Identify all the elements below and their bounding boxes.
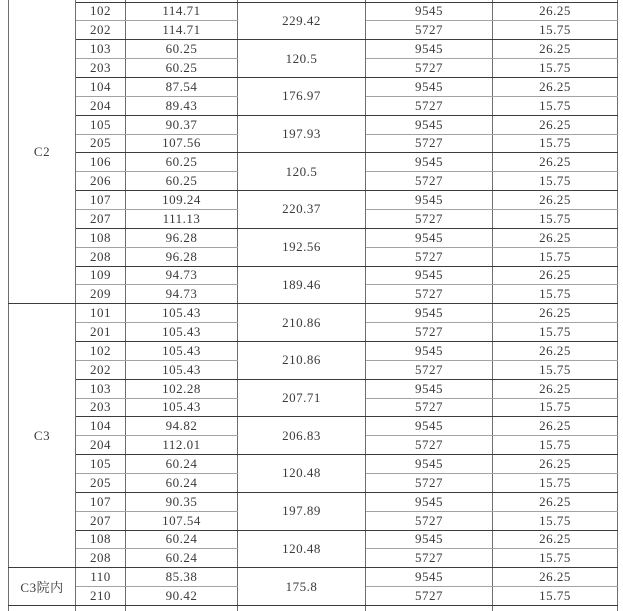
value1-cell: 5727 bbox=[366, 247, 493, 266]
room-cell: 209 bbox=[76, 285, 126, 304]
area-cell: 89.43 bbox=[126, 96, 238, 115]
value1-cell: 9545 bbox=[366, 379, 493, 398]
cut-cell bbox=[126, 606, 238, 611]
value1-cell: 9545 bbox=[366, 40, 493, 59]
pair-total-cell: 189.46 bbox=[238, 266, 366, 304]
value2-cell: 15.75 bbox=[493, 360, 618, 379]
value1-cell: 5727 bbox=[366, 323, 493, 342]
area-cell: 60.24 bbox=[126, 530, 238, 549]
value2-cell: 15.75 bbox=[493, 21, 618, 40]
room-cell: 206 bbox=[76, 172, 126, 191]
area-cell: 114.71 bbox=[126, 21, 238, 40]
value2-cell: 15.75 bbox=[493, 247, 618, 266]
value1-cell: 9545 bbox=[366, 568, 493, 587]
table-row bbox=[9, 455, 618, 474]
room-cell: 106 bbox=[76, 153, 126, 172]
pair-total-cell: 197.93 bbox=[238, 115, 366, 153]
value1-cell: 5727 bbox=[366, 360, 493, 379]
area-cell: 94.73 bbox=[126, 285, 238, 304]
area-cell: 90.37 bbox=[126, 115, 238, 134]
value2-cell: 15.75 bbox=[493, 511, 618, 530]
value2-cell: 26.25 bbox=[493, 40, 618, 59]
value2-cell: 15.75 bbox=[493, 587, 618, 606]
room-cell: 201 bbox=[76, 323, 126, 342]
area-cell: 90.42 bbox=[126, 587, 238, 606]
area-cell: 60.24 bbox=[126, 473, 238, 492]
value2-cell: 26.25 bbox=[493, 379, 618, 398]
room-cell: 210 bbox=[76, 587, 126, 606]
value1-cell: 5727 bbox=[366, 511, 493, 530]
area-cell: 107.54 bbox=[126, 511, 238, 530]
room-cell: 205 bbox=[76, 134, 126, 153]
area-cell: 60.24 bbox=[126, 549, 238, 568]
table-row bbox=[9, 77, 618, 96]
value2-cell: 15.75 bbox=[493, 209, 618, 228]
value1-cell: 5727 bbox=[366, 209, 493, 228]
area-cell: 87.54 bbox=[126, 77, 238, 96]
area-cell: 96.28 bbox=[126, 247, 238, 266]
value1-cell: 5727 bbox=[366, 549, 493, 568]
area-cell: 105.43 bbox=[126, 341, 238, 360]
area-cell: 60.25 bbox=[126, 40, 238, 59]
value1-cell: 9545 bbox=[366, 417, 493, 436]
pair-total-cell: 210.86 bbox=[238, 304, 366, 342]
value1-cell: 9545 bbox=[366, 77, 493, 96]
data-table bbox=[8, 0, 618, 611]
value1-cell: 5727 bbox=[366, 398, 493, 417]
area-cell: 111.13 bbox=[126, 209, 238, 228]
pair-total-cell: 197.89 bbox=[238, 492, 366, 530]
pair-total-cell: 120.5 bbox=[238, 153, 366, 191]
area-cell: 60.24 bbox=[126, 455, 238, 474]
room-cell: 203 bbox=[76, 398, 126, 417]
room-cell: 104 bbox=[76, 77, 126, 96]
table-row bbox=[9, 2, 618, 21]
table-row bbox=[9, 568, 618, 587]
table-row bbox=[9, 417, 618, 436]
room-cell: 102 bbox=[76, 341, 126, 360]
cut-cell bbox=[238, 606, 366, 611]
room-cell: 105 bbox=[76, 455, 126, 474]
room-cell: 205 bbox=[76, 473, 126, 492]
area-cell: 107.56 bbox=[126, 134, 238, 153]
table-row bbox=[9, 40, 618, 59]
value2-cell: 26.25 bbox=[493, 568, 618, 587]
value1-cell: 9545 bbox=[366, 266, 493, 285]
pair-total-cell: 207.71 bbox=[238, 379, 366, 417]
value2-cell: 26.25 bbox=[493, 228, 618, 247]
value2-cell: 15.75 bbox=[493, 134, 618, 153]
room-cell: 104 bbox=[76, 417, 126, 436]
area-cell: 94.82 bbox=[126, 417, 238, 436]
area-cell: 94.73 bbox=[126, 266, 238, 285]
value2-cell: 15.75 bbox=[493, 323, 618, 342]
value2-cell: 15.75 bbox=[493, 549, 618, 568]
value1-cell: 9545 bbox=[366, 153, 493, 172]
value2-cell: 26.25 bbox=[493, 492, 618, 511]
value2-cell: 15.75 bbox=[493, 473, 618, 492]
value2-cell: 26.25 bbox=[493, 455, 618, 474]
table-row bbox=[9, 341, 618, 360]
value1-cell: 9545 bbox=[366, 115, 493, 134]
value1-cell: 5727 bbox=[366, 172, 493, 191]
area-cell: 60.25 bbox=[126, 172, 238, 191]
value1-cell: 9545 bbox=[366, 530, 493, 549]
cut-cell bbox=[76, 606, 126, 611]
pair-total-cell: 210.86 bbox=[238, 341, 366, 379]
value2-cell: 26.25 bbox=[493, 115, 618, 134]
room-cell: 102 bbox=[76, 2, 126, 21]
pair-total-cell: 192.56 bbox=[238, 228, 366, 266]
room-cell: 103 bbox=[76, 379, 126, 398]
value2-cell: 15.75 bbox=[493, 436, 618, 455]
partial-row-bottom bbox=[9, 606, 618, 611]
area-cell: 85.38 bbox=[126, 568, 238, 587]
table-row bbox=[9, 379, 618, 398]
pair-total-cell: 220.37 bbox=[238, 191, 366, 229]
value2-cell: 26.25 bbox=[493, 153, 618, 172]
room-cell: 110 bbox=[76, 568, 126, 587]
pair-total-cell: 120.48 bbox=[238, 455, 366, 493]
room-cell: 204 bbox=[76, 96, 126, 115]
room-cell: 202 bbox=[76, 21, 126, 40]
value2-cell: 26.25 bbox=[493, 191, 618, 210]
value1-cell: 5727 bbox=[366, 96, 493, 115]
table-row bbox=[9, 228, 618, 247]
table-row bbox=[9, 153, 618, 172]
value2-cell: 15.75 bbox=[493, 96, 618, 115]
cut-cell bbox=[493, 606, 618, 611]
value2-cell: 26.25 bbox=[493, 341, 618, 360]
value2-cell: 15.75 bbox=[493, 172, 618, 191]
value2-cell: 26.25 bbox=[493, 2, 618, 21]
area-cell: 114.71 bbox=[126, 2, 238, 21]
room-cell: 207 bbox=[76, 209, 126, 228]
table-row bbox=[9, 530, 618, 549]
room-cell: 202 bbox=[76, 360, 126, 379]
area-cell: 90.35 bbox=[126, 492, 238, 511]
value1-cell: 9545 bbox=[366, 341, 493, 360]
value1-cell: 9545 bbox=[366, 228, 493, 247]
value2-cell: 15.75 bbox=[493, 59, 618, 78]
area-cell: 105.43 bbox=[126, 360, 238, 379]
value1-cell: 9545 bbox=[366, 455, 493, 474]
value1-cell: 5727 bbox=[366, 21, 493, 40]
room-cell: 108 bbox=[76, 530, 126, 549]
pair-total-cell: 229.42 bbox=[238, 2, 366, 40]
room-cell: 107 bbox=[76, 492, 126, 511]
value2-cell: 26.25 bbox=[493, 266, 618, 285]
room-cell: 101 bbox=[76, 304, 126, 323]
value1-cell: 5727 bbox=[366, 473, 493, 492]
room-cell: 103 bbox=[76, 40, 126, 59]
table-row bbox=[9, 191, 618, 210]
room-cell: 208 bbox=[76, 247, 126, 266]
area-cell: 102.28 bbox=[126, 379, 238, 398]
value1-cell: 9545 bbox=[366, 2, 493, 21]
section-label-cell: C2 bbox=[9, 0, 76, 304]
room-cell: 107 bbox=[76, 191, 126, 210]
value1-cell: 9545 bbox=[366, 191, 493, 210]
table-row bbox=[9, 266, 618, 285]
value2-cell: 26.25 bbox=[493, 77, 618, 96]
area-cell: 109.24 bbox=[126, 191, 238, 210]
room-cell: 108 bbox=[76, 228, 126, 247]
room-cell: 204 bbox=[76, 436, 126, 455]
value2-cell: 26.25 bbox=[493, 417, 618, 436]
room-cell: 207 bbox=[76, 511, 126, 530]
area-cell: 105.43 bbox=[126, 398, 238, 417]
pair-total-cell: 175.8 bbox=[238, 568, 366, 606]
value1-cell: 5727 bbox=[366, 59, 493, 78]
cut-cell bbox=[366, 606, 493, 611]
section-label-cell: C3院内 bbox=[9, 568, 76, 606]
area-cell: 105.43 bbox=[126, 304, 238, 323]
pair-total-cell: 206.83 bbox=[238, 417, 366, 455]
value1-cell: 5727 bbox=[366, 436, 493, 455]
pair-total-cell: 120.48 bbox=[238, 530, 366, 568]
area-cell: 112.01 bbox=[126, 436, 238, 455]
table-row bbox=[9, 492, 618, 511]
pair-total-cell: 176.97 bbox=[238, 77, 366, 115]
value1-cell: 9545 bbox=[366, 492, 493, 511]
value1-cell: 5727 bbox=[366, 134, 493, 153]
area-cell: 60.25 bbox=[126, 153, 238, 172]
value2-cell: 15.75 bbox=[493, 285, 618, 304]
pair-total-cell: 120.5 bbox=[238, 40, 366, 78]
area-cell: 96.28 bbox=[126, 228, 238, 247]
cut-cell bbox=[9, 606, 76, 611]
room-cell: 109 bbox=[76, 266, 126, 285]
section-label-cell: C3 bbox=[9, 304, 76, 568]
value1-cell: 9545 bbox=[366, 304, 493, 323]
value1-cell: 5727 bbox=[366, 285, 493, 304]
room-cell: 208 bbox=[76, 549, 126, 568]
value1-cell: 5727 bbox=[366, 587, 493, 606]
value2-cell: 26.25 bbox=[493, 304, 618, 323]
room-cell: 105 bbox=[76, 115, 126, 134]
room-cell: 203 bbox=[76, 59, 126, 78]
table-row bbox=[9, 304, 618, 323]
value2-cell: 26.25 bbox=[493, 530, 618, 549]
value2-cell: 15.75 bbox=[493, 398, 618, 417]
table-row bbox=[9, 115, 618, 134]
area-cell: 60.25 bbox=[126, 59, 238, 78]
area-cell: 105.43 bbox=[126, 323, 238, 342]
